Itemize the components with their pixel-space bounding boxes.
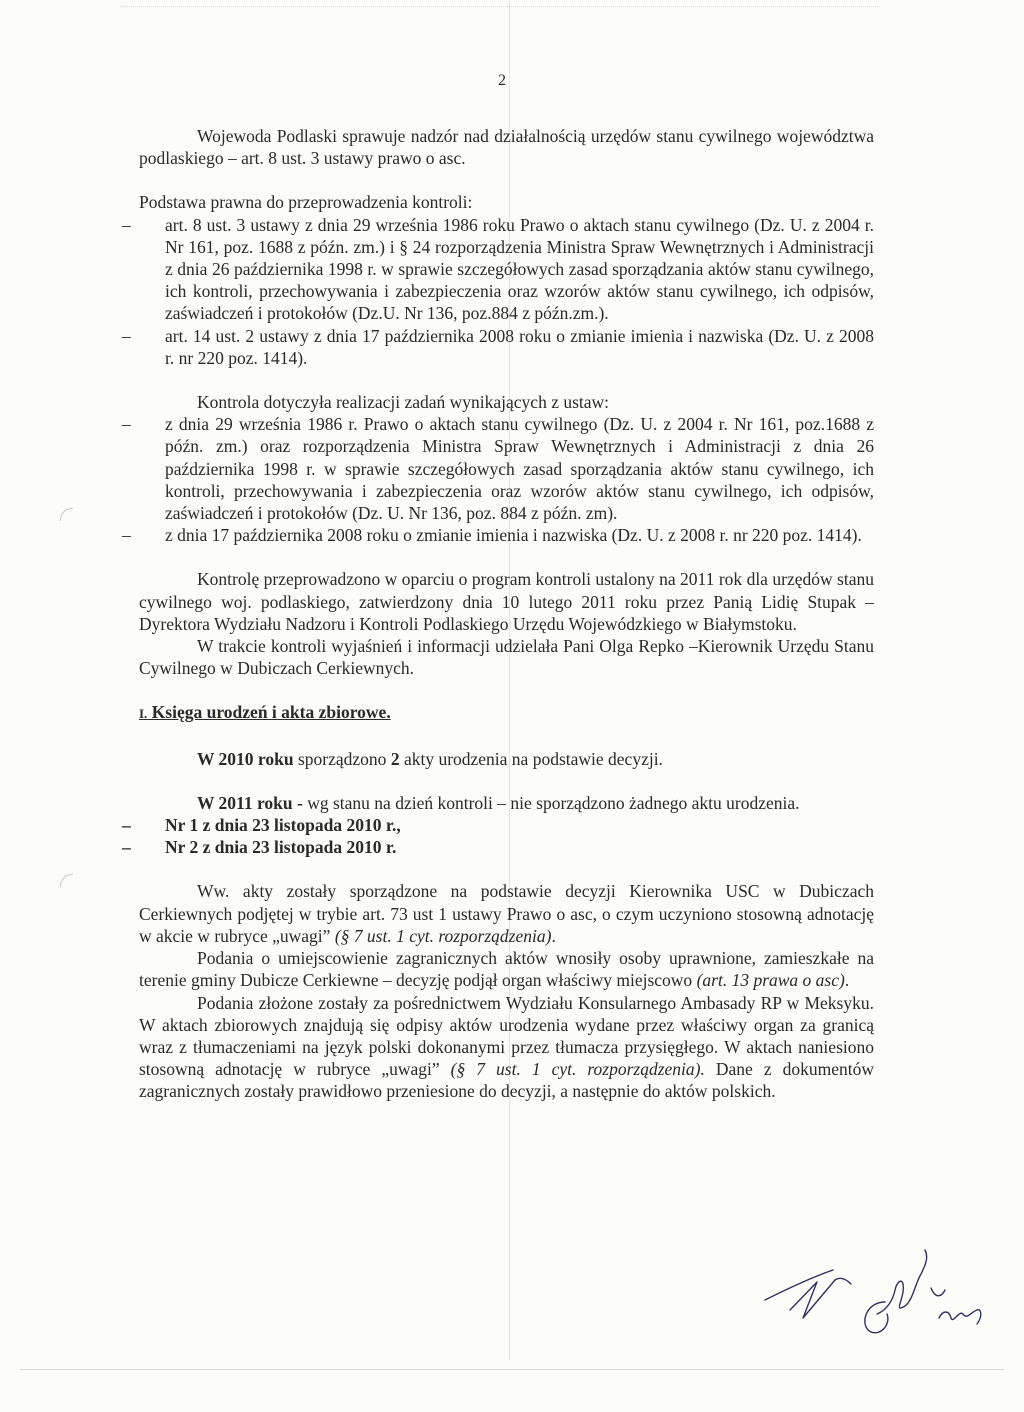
document-body <box>139 125 874 1103</box>
scope-list <box>139 413 874 546</box>
section-heading <box>139 701 874 725</box>
list-item: – art. 14 ust. 2 ustawy z dnia 17 października 2008 roku o zmianie imienia i nazwiska (Dz. U. z 2008 r. nr 220 poz. 1414). <box>139 325 874 369</box>
signature-stroke <box>931 1288 981 1324</box>
text-span: sporządzono <box>293 748 391 769</box>
paragraph-supervision: Wojewoda Podlaski sprawuje nadzór nad działalnością urzędów stanu cywilnego województwa podlaskiego – art. 8 ust. 3 ustawy prawo o asc. <box>139 126 874 169</box>
scope-title: Kontrola dotyczyła realizacji zadań wynikających z ustaw: <box>197 392 610 413</box>
paragraph-acts-basis <box>139 880 874 947</box>
paragraph-program: Kontrolę przeprowadzono w oparciu o program kontroli ustalony na 2011 rok dla urzędów stanu cywilnego woj. podlaskiego, zatwierdzony dnia 10 lutego 2011 roku przez Panią Lidię Stupak – Dyrektora Wydziału Nadzoru i Kontroli Podlaskiego Urzędu Wojewódzkiego w Białymstoku. <box>139 569 874 634</box>
text-span: Podania złożone zostały za pośrednictwem Wydziału Konsularnego Ambasady RP w Meksyku. W aktach zbiorowych znajdują się odpisy aktów urodzenia wydane przez właściwy organ za granicą wraz z tłumaczeniami na język polski dokonanymi przez tłumacza przysięgłego. W aktach naniesiono stosowną adnotację w rubryce „uwagi” <box>139 992 874 1080</box>
section-title: Księga urodzeń i akta zbiorowe. <box>147 702 391 723</box>
legal-basis-list <box>139 214 874 369</box>
paragraph-explanations: W trakcie kontroli wyjaśnień i informacji udzielała Pani Olga Repko –Kierownik Urzędu Stanu Cywilnego w Dubiczach Cerkiewnych. <box>139 636 874 679</box>
list-item: – art. 8 ust. 3 ustawy z dnia 29 września 1986 roku Prawo o aktach stanu cywilnego (Dz. U. z 2004 r. Nr 161, poz. 1688 z późn. zm.) i § 24 rozporządzenia Ministra Spraw Wewnętrznych i Administracji z dnia 26 października 1998 r. w sprawie szczegółowych zasad sporządzania aktów stanu cywilnego, ich kontroli, przechowywania i zabezpieczenia oraz wzorów aktów stanu cywilnego, ich odpisów, zaświadczeń i protokołów (Dz.U. Nr 136, poz.884 z późn.zm.). <box>139 214 874 325</box>
text-span: akty urodzenia na podstawie decyzji. <box>399 748 663 769</box>
year-2010-label: W 2010 roku <box>197 748 294 769</box>
citation: (art. 13 prawa o asc) <box>696 970 845 991</box>
citation: (§ 7 ust. 1 cyt. rozporządzenia) <box>334 925 552 946</box>
year-2011-label: W 2011 roku - <box>197 792 303 813</box>
text-span: . <box>551 925 556 946</box>
scan-bottom-rule <box>20 1369 1004 1370</box>
list-item: – Nr 1 z dnia 23 listopada 2010 r., <box>139 814 874 836</box>
acts-list <box>139 814 874 858</box>
count-value: 2 <box>390 748 400 769</box>
page-number: 2 <box>498 72 506 89</box>
text-span: Ww. akty zostały sporządzone na podstawie decyzji Kierownika USC w Dubiczach Cerkiewnych podjętej w trybie art. 73 ust 1 ustawy Prawo o asc, o czym uczyniono stosowną adnotację w akcie w rubryce „uwagi” <box>139 881 874 946</box>
text-span: . <box>844 970 850 991</box>
legal-basis-title: Podstawa prawna do przeprowadzenia kontroli: <box>139 192 473 213</box>
punch-hole-mark <box>60 874 73 887</box>
section-number: I. <box>139 706 148 722</box>
paragraph-submitted <box>139 992 874 1103</box>
citation: (§ 7 ust. 1 cyt. rozporządzenia). <box>450 1059 705 1080</box>
list-item: – z dnia 17 października 2008 roku o zmianie imienia i nazwiska (Dz. U. z 2008 r. nr 220 poz. 1414). <box>139 524 874 546</box>
paragraph-2010 <box>139 748 874 770</box>
text-span: wg stanu na dzień kontroli – nie sporządzono żadnego aktu urodzenia. <box>302 792 800 813</box>
list-item: – Nr 2 z dnia 23 listopada 2010 r. <box>139 836 874 858</box>
text-span: Podania o umiejscowienie zagranicznych aktów wnosiły osoby uprawnione, zamieszkałe na terenie gminy Dubicze Cerkiewne – decyzję podjął organ właściwy miejscowo <box>139 948 874 991</box>
paragraph-requests <box>139 947 874 991</box>
paragraph-2011 <box>139 792 874 814</box>
text-span: Dane z dokumentów zagranicznych zostały prawidłowo przeniesione do decyzji, a następnie do aktów polskich. <box>139 1059 874 1102</box>
list-item: – z dnia 29 września 1986 r. Prawo o aktach stanu cywilnego (Dz. U. z 2004 r. Nr 161, poz.1688 z późn. zm.) oraz rozporządzenia Ministra Spraw Wewnętrznych i Administracji z dnia 26 października 1998 r. w sprawie szczegółowych zasad sporządzania aktów stanu cywilnego, ich kontroli, przechowywania i zabezpieczenia oraz wzorów aktów stanu cywilnego, ich odpisów, zaświadczeń i protokołów (Dz. U. Nr 136, poz. 884 z późn. zm). <box>139 413 874 524</box>
handwritten-signatures <box>755 1240 995 1360</box>
punch-hole-mark <box>60 508 73 521</box>
scan-top-marks <box>120 6 880 13</box>
signature-stroke <box>865 1250 927 1333</box>
